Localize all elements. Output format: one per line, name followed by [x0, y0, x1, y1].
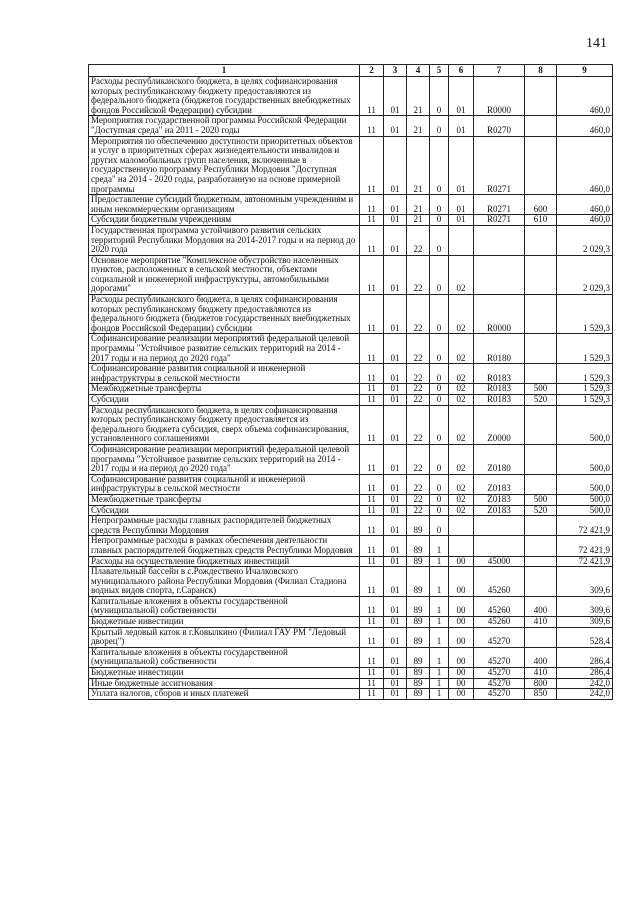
cell-program: 89 [407, 678, 430, 689]
cell-expense-type [525, 556, 557, 567]
cell-program: 89 [407, 617, 430, 628]
cell-subsection: 01 [384, 627, 407, 647]
cell-subprogram: 0 [430, 444, 449, 474]
cell-expense-type: 610 [525, 215, 557, 226]
column-header-3: 3 [384, 65, 407, 77]
cell-target-article: 45270 [474, 647, 525, 667]
cell-amount: 242,0 [557, 689, 613, 700]
cell-description: Мероприятия по обеспечению доступности приоритетных объектов и услуг в приоритетных сферах жизнедеятельности инвалидов и других маломобильных групп населения, включенные в государственную программу Республики Мордовия "Доступная среда" на 2014 - 2020 годы, разработанную на основе примерной программы [89, 136, 360, 195]
cell-section: 11 [360, 215, 384, 226]
cell-subsection: 01 [384, 689, 407, 700]
cell-program: 89 [407, 627, 430, 647]
cell-target-article: R0270 [474, 116, 525, 136]
cell-subprogram: 1 [430, 556, 449, 567]
cell-target-article: 45270 [474, 627, 525, 647]
cell-amount: 1 529,3 [557, 334, 613, 364]
cell-target-article [474, 255, 525, 294]
column-header-1: 1 [89, 65, 360, 77]
cell-amount: 309,6 [557, 567, 613, 597]
cell-amount: 460,0 [557, 136, 613, 195]
page-number: 141 [586, 36, 607, 51]
cell-event: 02 [449, 505, 474, 516]
cell-event: 01 [449, 136, 474, 195]
cell-event: 00 [449, 556, 474, 567]
cell-subprogram: 0 [430, 384, 449, 395]
table-row [89, 474, 613, 494]
cell-description: Уплата налогов, сборов и иных платежей [89, 689, 360, 700]
cell-description: Расходы республиканского бюджета, в целях софинансирования которых республиканскому бюджету предоставляются из федерального бюджета (бюджетов государственных внебюджетных фондов Российской Федерации) субсидии [89, 77, 360, 116]
cell-target-article: R0000 [474, 77, 525, 116]
cell-description: Софинансирование развития социальной и инженерной инфраструктуры в сельской местности [89, 474, 360, 494]
cell-subsection: 01 [384, 225, 407, 255]
cell-subsection: 01 [384, 395, 407, 406]
cell-event: 01 [449, 116, 474, 136]
cell-subsection: 01 [384, 136, 407, 195]
cell-program: 21 [407, 116, 430, 136]
cell-description: Капитальные вложения в объекты государственной (муниципальной) собственности [89, 596, 360, 616]
cell-subprogram: 0 [430, 395, 449, 406]
cell-target-article: Z0180 [474, 444, 525, 474]
cell-event: 00 [449, 668, 474, 679]
cell-subprogram: 0 [430, 364, 449, 384]
table-row [89, 364, 613, 384]
cell-section: 11 [360, 596, 384, 616]
cell-description: Непрограммные расходы главных распорядителей бюджетных средств Республики Мордовия [89, 516, 360, 536]
cell-target-article [474, 225, 525, 255]
cell-subsection: 01 [384, 505, 407, 516]
cell-subprogram: 0 [430, 215, 449, 226]
cell-target-article: 45270 [474, 678, 525, 689]
table-header-row [89, 65, 613, 77]
cell-event: 00 [449, 596, 474, 616]
table-row [89, 77, 613, 116]
cell-subsection: 01 [384, 195, 407, 215]
cell-target-article: Z0183 [474, 474, 525, 494]
cell-description: Бюджетные инвестиции [89, 668, 360, 679]
cell-subprogram: 1 [430, 617, 449, 628]
cell-target-article: R0271 [474, 195, 525, 215]
cell-expense-type: 500 [525, 384, 557, 395]
cell-event: 00 [449, 647, 474, 667]
cell-target-article: R0000 [474, 295, 525, 334]
cell-description: Бюджетные инвестиции [89, 617, 360, 628]
cell-event [449, 225, 474, 255]
cell-section: 11 [360, 77, 384, 116]
cell-event: 01 [449, 195, 474, 215]
cell-subprogram: 0 [430, 505, 449, 516]
cell-subprogram: 0 [430, 494, 449, 505]
cell-description: Межбюджетные трансферты [89, 384, 360, 395]
cell-subprogram: 0 [430, 77, 449, 116]
cell-section: 11 [360, 516, 384, 536]
table-row [89, 516, 613, 536]
cell-program: 22 [407, 225, 430, 255]
column-header-6: 6 [449, 65, 474, 77]
cell-section: 11 [360, 195, 384, 215]
cell-subsection: 01 [384, 668, 407, 679]
table-row [89, 494, 613, 505]
cell-subsection: 01 [384, 647, 407, 667]
cell-expense-type: 520 [525, 505, 557, 516]
column-header-7: 7 [474, 65, 525, 77]
cell-target-article: 45000 [474, 556, 525, 567]
cell-expense-type [525, 295, 557, 334]
cell-program: 89 [407, 668, 430, 679]
cell-program: 22 [407, 405, 430, 444]
table-row [89, 136, 613, 195]
cell-target-article: 45260 [474, 596, 525, 616]
cell-program: 89 [407, 556, 430, 567]
table-row [89, 384, 613, 395]
cell-subprogram: 0 [430, 295, 449, 334]
cell-expense-type [525, 516, 557, 536]
cell-amount: 1 529,3 [557, 295, 613, 334]
cell-section: 11 [360, 364, 384, 384]
cell-event: 00 [449, 567, 474, 597]
cell-program: 22 [407, 364, 430, 384]
table-row [89, 678, 613, 689]
cell-subsection: 01 [384, 255, 407, 294]
cell-section: 11 [360, 474, 384, 494]
cell-subprogram: 0 [430, 195, 449, 215]
cell-section: 11 [360, 689, 384, 700]
cell-expense-type: 800 [525, 678, 557, 689]
cell-subprogram: 0 [430, 405, 449, 444]
column-header-2: 2 [360, 65, 384, 77]
table-row [89, 647, 613, 667]
cell-program: 22 [407, 505, 430, 516]
cell-amount: 309,6 [557, 596, 613, 616]
cell-subprogram: 1 [430, 567, 449, 597]
cell-amount: 460,0 [557, 116, 613, 136]
cell-subprogram: 1 [430, 596, 449, 616]
table-row [89, 195, 613, 215]
cell-event: 01 [449, 215, 474, 226]
cell-program: 21 [407, 195, 430, 215]
table-row [89, 556, 613, 567]
cell-amount: 242,0 [557, 678, 613, 689]
cell-amount: 309,6 [557, 617, 613, 628]
cell-target-article: R0183 [474, 384, 525, 395]
cell-expense-type [525, 405, 557, 444]
cell-description: Капитальные вложения в объекты государственной (муниципальной) собственности [89, 647, 360, 667]
cell-section: 11 [360, 444, 384, 474]
cell-section: 11 [360, 494, 384, 505]
cell-program: 89 [407, 596, 430, 616]
cell-amount: 500,0 [557, 505, 613, 516]
cell-subsection: 01 [384, 474, 407, 494]
cell-subprogram: 1 [430, 678, 449, 689]
cell-expense-type [525, 474, 557, 494]
cell-target-article: Z0000 [474, 405, 525, 444]
cell-expense-type: 600 [525, 195, 557, 215]
table-row [89, 536, 613, 556]
cell-target-article: 45260 [474, 617, 525, 628]
cell-event: 00 [449, 627, 474, 647]
cell-section: 11 [360, 536, 384, 556]
cell-section: 11 [360, 384, 384, 395]
cell-subprogram: 0 [430, 474, 449, 494]
table-row [89, 596, 613, 616]
cell-subprogram: 0 [430, 116, 449, 136]
cell-subsection: 01 [384, 77, 407, 116]
cell-program: 22 [407, 334, 430, 364]
table-row [89, 617, 613, 628]
cell-amount: 286,4 [557, 668, 613, 679]
cell-target-article: R0271 [474, 215, 525, 226]
cell-section: 11 [360, 668, 384, 679]
cell-expense-type [525, 255, 557, 294]
cell-event: 00 [449, 617, 474, 628]
cell-description: Субсидии [89, 505, 360, 516]
cell-event: 02 [449, 255, 474, 294]
cell-section: 11 [360, 136, 384, 195]
cell-subsection: 01 [384, 494, 407, 505]
cell-amount: 500,0 [557, 474, 613, 494]
cell-amount: 2 029,3 [557, 255, 613, 294]
cell-amount: 460,0 [557, 195, 613, 215]
cell-program: 22 [407, 395, 430, 406]
cell-expense-type [525, 225, 557, 255]
cell-subprogram: 1 [430, 668, 449, 679]
cell-event: 02 [449, 364, 474, 384]
cell-amount: 460,0 [557, 215, 613, 226]
column-header-8: 8 [525, 65, 557, 77]
cell-program: 89 [407, 536, 430, 556]
cell-target-article: R0180 [474, 334, 525, 364]
cell-event: 01 [449, 77, 474, 116]
cell-amount: 1 529,3 [557, 364, 613, 384]
cell-subsection: 01 [384, 116, 407, 136]
cell-description: Софинансирование реализации мероприятий федеральной целевой программы "Устойчивое развитие сельских территорий на 2014 - 2017 годы и на период до 2020 года" [89, 334, 360, 364]
cell-section: 11 [360, 295, 384, 334]
cell-description: Расходы на осуществление бюджетных инвестиций [89, 556, 360, 567]
table-row [89, 225, 613, 255]
cell-program: 22 [407, 255, 430, 294]
cell-expense-type: 520 [525, 395, 557, 406]
cell-amount: 528,4 [557, 627, 613, 647]
cell-section: 11 [360, 405, 384, 444]
cell-target-article: R0271 [474, 136, 525, 195]
cell-expense-type [525, 627, 557, 647]
cell-amount: 500,0 [557, 405, 613, 444]
cell-subsection: 01 [384, 215, 407, 226]
cell-subsection: 01 [384, 405, 407, 444]
cell-description: Мероприятия государственной программы Российской Федерации "Доступная среда" на 2011 - 2020 годы [89, 116, 360, 136]
table-row [89, 395, 613, 406]
table-body [89, 77, 613, 700]
cell-subsection: 01 [384, 596, 407, 616]
cell-description: Софинансирование развития социальной и инженерной инфраструктуры в сельской местности [89, 364, 360, 384]
cell-section: 11 [360, 617, 384, 628]
cell-expense-type [525, 444, 557, 474]
cell-target-article: R0183 [474, 364, 525, 384]
cell-subprogram: 0 [430, 255, 449, 294]
cell-target-article [474, 516, 525, 536]
table-row [89, 627, 613, 647]
cell-event: 02 [449, 334, 474, 364]
cell-expense-type: 410 [525, 668, 557, 679]
cell-section: 11 [360, 225, 384, 255]
cell-event: 02 [449, 494, 474, 505]
cell-program: 89 [407, 647, 430, 667]
budget-table [88, 64, 613, 700]
cell-subprogram: 1 [430, 647, 449, 667]
cell-program: 22 [407, 494, 430, 505]
cell-program: 22 [407, 384, 430, 395]
cell-program: 21 [407, 77, 430, 116]
cell-section: 11 [360, 505, 384, 516]
cell-program: 21 [407, 136, 430, 195]
cell-amount: 2 029,3 [557, 225, 613, 255]
cell-subprogram: 1 [430, 689, 449, 700]
cell-subprogram: 0 [430, 516, 449, 536]
cell-event: 02 [449, 474, 474, 494]
cell-amount: 72 421,9 [557, 516, 613, 536]
cell-subsection: 01 [384, 516, 407, 536]
cell-section: 11 [360, 255, 384, 294]
column-header-9: 9 [557, 65, 613, 77]
cell-subsection: 01 [384, 334, 407, 364]
cell-target-article: Z0183 [474, 505, 525, 516]
cell-subprogram: 0 [430, 334, 449, 364]
cell-amount: 72 421,9 [557, 536, 613, 556]
cell-event: 02 [449, 405, 474, 444]
cell-event [449, 536, 474, 556]
cell-description: Субсидии [89, 395, 360, 406]
cell-amount: 500,0 [557, 444, 613, 474]
table-row [89, 295, 613, 334]
cell-expense-type [525, 77, 557, 116]
cell-subsection: 01 [384, 364, 407, 384]
cell-description: Основное мероприятие "Комплексное обустройство населенных пунктов, расположенных в сельской местности, объектами социальной и инженерной инфраструктуры, автомобильными дорогами" [89, 255, 360, 294]
cell-section: 11 [360, 334, 384, 364]
cell-subsection: 01 [384, 295, 407, 334]
cell-event: 02 [449, 395, 474, 406]
cell-expense-type: 400 [525, 596, 557, 616]
cell-subprogram: 0 [430, 225, 449, 255]
column-header-5: 5 [430, 65, 449, 77]
table-row [89, 668, 613, 679]
cell-subprogram: 1 [430, 627, 449, 647]
cell-section: 11 [360, 678, 384, 689]
cell-description: Предоставление субсидий бюджетным, автономным учреждениям и иным некоммерческим организациям [89, 195, 360, 215]
cell-subsection: 01 [384, 567, 407, 597]
cell-program: 22 [407, 295, 430, 334]
cell-amount: 1 529,3 [557, 395, 613, 406]
cell-subsection: 01 [384, 556, 407, 567]
table-row [89, 444, 613, 474]
cell-target-article: 45270 [474, 689, 525, 700]
cell-description: Расходы республиканского бюджета, в целях софинансирования которых республиканскому бюджету предоставляются из федерального бюджета (бюджетов государственных внебюджетных фондов Российской Федерации) субсидии [89, 295, 360, 334]
table-row [89, 505, 613, 516]
cell-expense-type [525, 536, 557, 556]
cell-subsection: 01 [384, 384, 407, 395]
cell-event: 02 [449, 444, 474, 474]
column-header-4: 4 [407, 65, 430, 77]
cell-description: Софинансирование реализации мероприятий федеральной целевой программы "Устойчивое развитие сельских территорий на 2014 - 2017 годы и на период до 2020 года" [89, 444, 360, 474]
cell-expense-type [525, 116, 557, 136]
cell-target-article: 45260 [474, 567, 525, 597]
cell-description: Межбюджетные трансферты [89, 494, 360, 505]
cell-description: Расходы республиканского бюджета, в целях софинансирования которых республиканскому бюджету предоставляется из федерального бюджета субсидия, сверх объема софинансирования, установленного соглашениями [89, 405, 360, 444]
cell-expense-type: 410 [525, 617, 557, 628]
cell-event: 00 [449, 678, 474, 689]
cell-expense-type [525, 364, 557, 384]
table-row [89, 334, 613, 364]
cell-subsection: 01 [384, 617, 407, 628]
cell-program: 21 [407, 215, 430, 226]
cell-section: 11 [360, 116, 384, 136]
cell-subsection: 01 [384, 444, 407, 474]
cell-subprogram: 0 [430, 136, 449, 195]
table-row [89, 567, 613, 597]
cell-target-article [474, 536, 525, 556]
cell-event [449, 516, 474, 536]
table-row [89, 255, 613, 294]
cell-section: 11 [360, 395, 384, 406]
table-row [89, 689, 613, 700]
cell-amount: 286,4 [557, 647, 613, 667]
cell-event: 02 [449, 384, 474, 395]
cell-program: 89 [407, 567, 430, 597]
cell-description: Непрограммные расходы в рамках обеспечения деятельности главных распорядителей бюджетных средств Республики Мордовия [89, 536, 360, 556]
cell-subsection: 01 [384, 536, 407, 556]
cell-description: Субсидии бюджетным учреждениям [89, 215, 360, 226]
table-row [89, 116, 613, 136]
cell-section: 11 [360, 627, 384, 647]
cell-program: 22 [407, 444, 430, 474]
table-row [89, 215, 613, 226]
cell-target-article: 45270 [474, 668, 525, 679]
cell-event: 00 [449, 689, 474, 700]
cell-program: 22 [407, 474, 430, 494]
cell-target-article: R0183 [474, 395, 525, 406]
cell-description: Плавательный бассейн в с.Рождествено Ичалковского муниципального района Республики Мордовия (Филиал Стадиона водных видов спорта, г.Саранск) [89, 567, 360, 597]
cell-subprogram: 1 [430, 536, 449, 556]
cell-amount: 460,0 [557, 77, 613, 116]
cell-description: Крытый ледовый каток в г.Ковылкино (Филиал ГАУ РМ "Ледовый дворец") [89, 627, 360, 647]
cell-expense-type [525, 334, 557, 364]
cell-amount: 1 529,3 [557, 384, 613, 395]
cell-expense-type [525, 136, 557, 195]
cell-program: 89 [407, 516, 430, 536]
cell-event: 02 [449, 295, 474, 334]
cell-expense-type [525, 567, 557, 597]
table-row [89, 405, 613, 444]
cell-subsection: 01 [384, 678, 407, 689]
cell-expense-type: 400 [525, 647, 557, 667]
cell-expense-type: 850 [525, 689, 557, 700]
cell-amount: 72 421,9 [557, 556, 613, 567]
cell-program: 89 [407, 689, 430, 700]
cell-expense-type: 500 [525, 494, 557, 505]
cell-amount: 500,0 [557, 494, 613, 505]
cell-description: Иные бюджетные ассигнования [89, 678, 360, 689]
cell-section: 11 [360, 567, 384, 597]
cell-section: 11 [360, 647, 384, 667]
cell-target-article: Z0183 [474, 494, 525, 505]
cell-section: 11 [360, 556, 384, 567]
cell-description: Государственная программа устойчивого развития сельских территорий Республики Мордовия на 2014-2017 годы и на период до 2020 года [89, 225, 360, 255]
